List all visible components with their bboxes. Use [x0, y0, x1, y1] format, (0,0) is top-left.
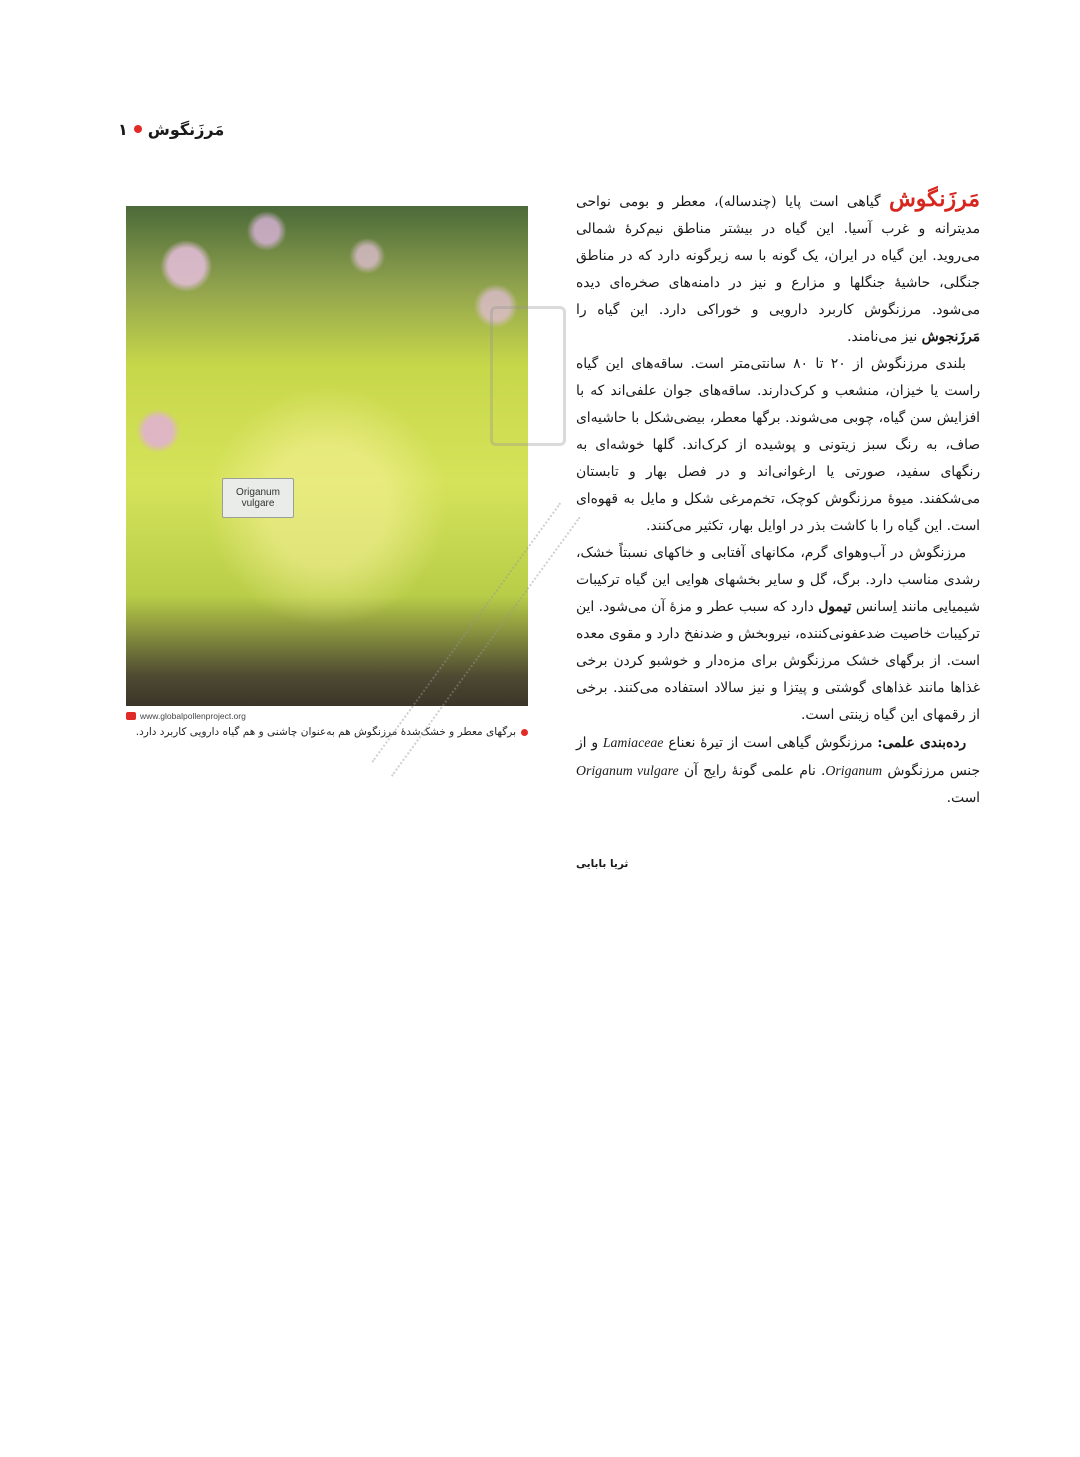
species-name: Origanum vulgare [576, 763, 679, 778]
intro-text-b: نیز می‌نامند. [847, 329, 918, 345]
family-name: Lamiaceae [602, 735, 664, 750]
watermark-stamp [490, 306, 566, 446]
classification-text-b: و از جنس مرزنگوش [576, 735, 980, 779]
running-title: مَرزَنگوش [147, 119, 225, 139]
habitat-text-b: دارد که سبب عطر و مزهٔ آن می‌شود. این ترکیبات خاصیت ضدعفونی‌کننده، نیروبخش و ضدنفخ دارد و مقوی معده است. از برگهای خشک مرزنگوش برای مزه‌دار و خوشبو کردن برخی غذاها مانند غذاهای گوشتی و پیتزا و نیز سالاد استفاده می‌کنند. برخی از رقمهای این گیاه زینتی است. [576, 599, 980, 723]
bullet-icon [134, 125, 142, 133]
caption-text: برگهای معطر و خشک‌شدهٔ مرزنگوش هم به‌عنوان چاشنی و هم گیاه دارویی کاربرد دارد. [135, 726, 516, 738]
paragraph-habitat [576, 540, 980, 729]
caption-bullet-icon [521, 729, 528, 736]
genus-name: Origanum [825, 763, 883, 778]
classification-label: رده‌بندی علمی: [877, 735, 966, 751]
classification-text-d: است. [946, 790, 980, 806]
sign-genus: Origanum [236, 487, 280, 498]
photo-caption [126, 726, 528, 738]
paragraph-intro [576, 186, 980, 351]
thymol-term: تیمول [818, 599, 852, 615]
page-header [118, 118, 238, 140]
credit-url: www.globalpollenproject.org [140, 711, 246, 721]
author-name: ثریا بابایی [576, 858, 629, 870]
page-number: ۱ [118, 119, 128, 139]
sign-species: vulgare [241, 498, 275, 509]
paragraph-description: بلندی مرزنگوش از ۲۰ تا ۸۰ سانتی‌متر است. ساقه‌های این گیاه راست یا خیزان، منشعب و کرک‌دارند. ساقه‌های جوان علفی‌اند که با افزایش سن گیاه، چوبی می‌شوند. برگها معطر، بیضی‌شکل با حاشیه‌ای صاف، به رنگ سبز زیتونی و پوشیده از کرک‌اند. گلها خوشه‌ای به رنگهای سفید، صورتی یا ارغوانی‌اند و در فصل بهار و تابستان می‌شکفند. میوهٔ مرزنگوش کوچک، تخم‌مرغی شکل و مایل به قهوه‌ای است. این گیاه را با کاشت بذر در اوایل بهار، تکثیر می‌کنند. [576, 356, 980, 534]
classification-text-c: . نام علمی گونهٔ رایج آن [683, 763, 826, 779]
entry-headword: مَرزَنگوش [888, 186, 980, 212]
paragraph-classification [576, 729, 980, 812]
intro-text-a: گیاهی است پایا (چندساله)، معطر و بومی نواحی مدیترانه و غرب آسیا. این گیاه در بیشتر مناطق نیم‌کرهٔ شمالی می‌روید. این گیاه در ایران، یک گونه با سه زیرگونه دارد که در مناطق جنگلی، حاشیهٔ جنگلها و مزارع و نیز در دامنه‌های صخره‌ای دیده می‌شود. مرزنگوش کاربرد دارویی و خوراکی دارد. این گیاه را [576, 194, 980, 318]
article-body [576, 186, 980, 812]
habitat-text-a: مرزنگوش در آب‌وهوای گرم، مکانهای آفتابی و خاکهای نسبتاً خشک، رشدی مناسب دارد. برگ، گل و سایر بخشهای هوایی این گیاه ترکیبات شیمیایی مانند اِسانس [576, 545, 980, 615]
plant-label-sign [222, 478, 294, 518]
photo-credit [126, 709, 246, 723]
alt-name-term: مَرزَنجوش [921, 329, 980, 345]
camera-icon [126, 712, 136, 720]
classification-text-a: مرزنگوش گیاهی است از تیرهٔ نعناع [668, 735, 873, 751]
